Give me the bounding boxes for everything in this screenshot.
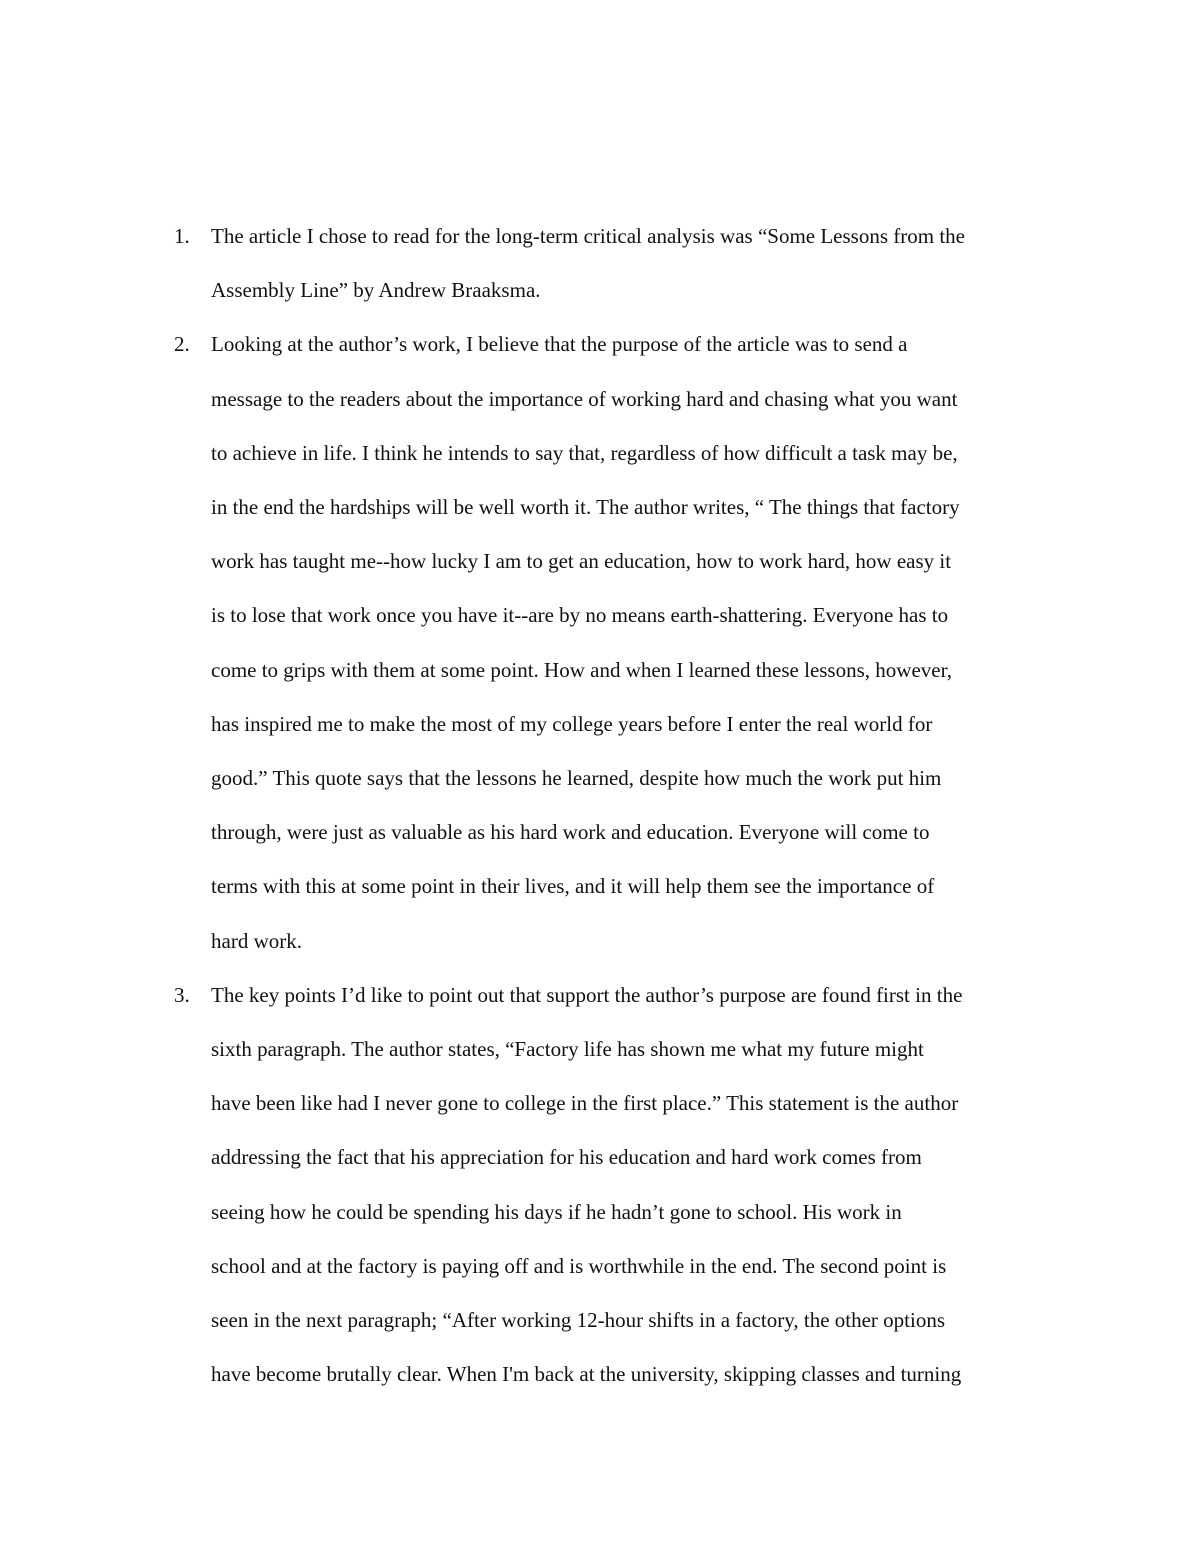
list-item-number: 1. <box>174 224 190 248</box>
list-item <box>0 317 1200 967</box>
list-item-number: 2. <box>174 332 190 357</box>
list-item-text: The article I chose to read for the long-term critical analysis was “Some Lessons from the Assembly Line” by Andrew Braaksma. <box>211 224 965 303</box>
list-item <box>0 209 1200 317</box>
list-item-text: Looking at the author’s work, I believe that the purpose of the article was to send a message to the readers about the importance of working hard and chasing what you want to achieve in life. I think he intends to say that, regardless of how difficult a task may be, in the end the hardships will be well worth it. The author writes, “ The things that factory work has taught me--how lucky I am to get an education, how to work hard, how easy it is to lose that work once you have it--are by no means earth-shattering. Everyone has to come to grips with them at some point. How and when I learned these lessons, however, has inspired me to make the most of my college years before I enter the real world for good.” This quote says that the lessons he learned, despite how much the work put him through, were just as valuable as his hard work and education. Everyone will come to terms with this at some point in their lives, and it will help them see the importance of hard work. <box>211 332 960 953</box>
list-item-number: 3. <box>174 982 190 1007</box>
numbered-answer-list <box>0 209 1200 1401</box>
list-item-text: The key points I’d like to point out that support the author’s purpose are found first in the sixth paragraph. The author states, “Factory life has shown me what my future might have been like had I never gone to college in the first place.” This statement is the author addressing the fact that his appreciation for his education and hard work comes from seeing how he could be spending his days if he hadn’t gone to school. His work in school and at the factory is paying off and is worthwhile in the end. The second point is seen in the next paragraph; “After working 12-hour shifts in a factory, the other options have become brutally clear. When I'm back at the university, skipping classes and turning <box>211 982 963 1387</box>
list-item <box>0 968 1200 1402</box>
